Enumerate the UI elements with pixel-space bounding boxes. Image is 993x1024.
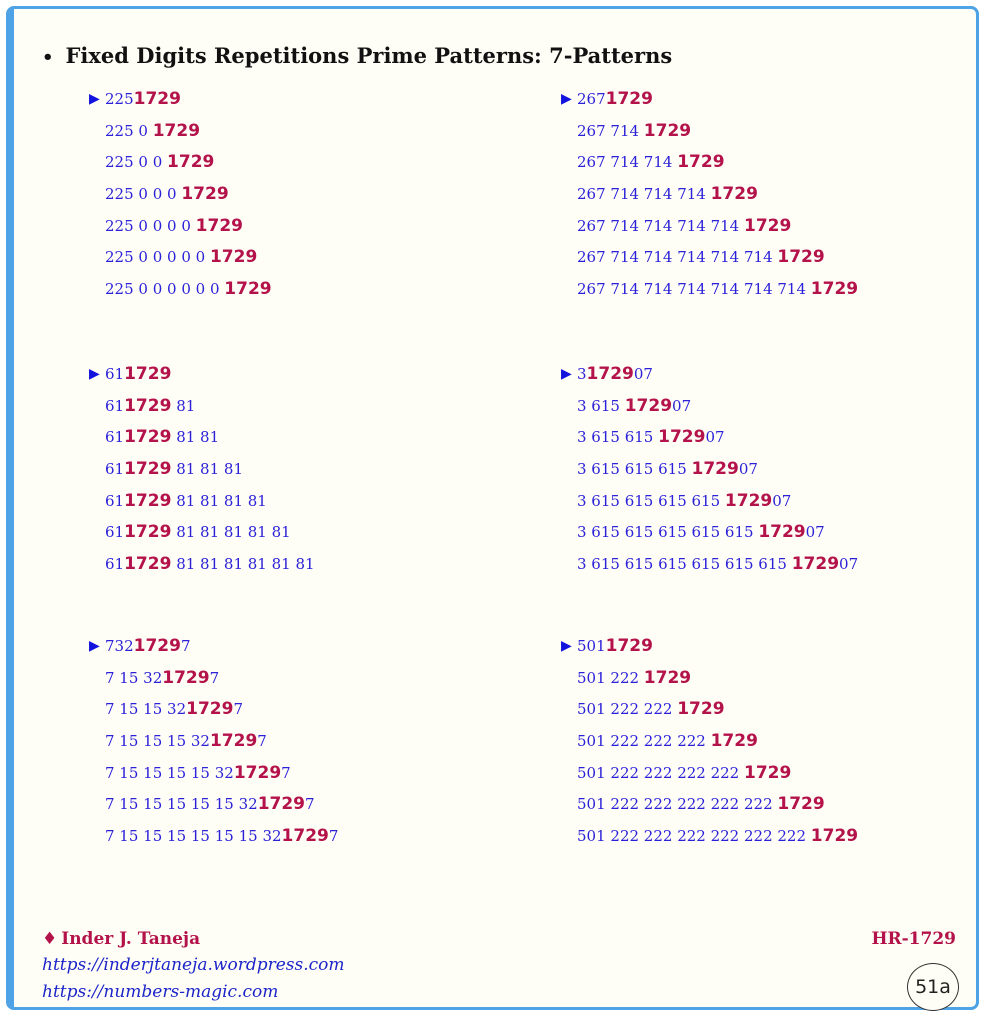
number-text: 3 615 615 615 615 615: [577, 523, 759, 542]
highlight-number: 1729: [810, 826, 859, 847]
pattern-line: [561, 663, 858, 695]
number-text: 501: [577, 637, 606, 655]
number-text: 267 714 714: [577, 153, 678, 172]
highlight-number: 1729: [152, 120, 201, 141]
pattern-line: [561, 147, 858, 179]
number-text: 225 0 0 0 0: [105, 216, 196, 235]
number-text: 267 714: [577, 121, 644, 140]
highlight-number: 1729: [605, 636, 653, 656]
pattern-line: [561, 517, 858, 549]
number-text: 225 0 0 0 0 0 0: [105, 280, 225, 299]
highlight-number: 1729: [186, 699, 234, 720]
pattern-line: [561, 274, 858, 306]
number-text: 07: [738, 460, 758, 479]
highlight-number: 1729: [791, 554, 840, 575]
pattern-line: [561, 454, 858, 486]
number-text: 3 615 615 615 615 615 615: [577, 555, 792, 574]
number-text: 81 81 81 81 81: [171, 523, 291, 542]
highlight-number: 1729: [209, 247, 258, 268]
number-text: 267 714 714 714: [577, 185, 711, 204]
number-text: 225 0 0 0 0 0: [105, 248, 210, 267]
pattern-line: [89, 758, 338, 790]
pattern-line: [561, 486, 858, 518]
highlight-number: 1729: [124, 364, 172, 384]
highlight-number: 1729: [643, 667, 692, 688]
highlight-number: 1729: [124, 490, 172, 511]
bullet-icon: •: [42, 47, 54, 68]
pattern-line: [561, 549, 858, 581]
pattern-header: [561, 631, 858, 663]
highlight-number: 1729: [167, 152, 215, 173]
pattern-header: [561, 84, 858, 116]
pattern-line: [89, 211, 272, 243]
highlight-number: 1729: [586, 364, 634, 384]
highlight-number: 1729: [605, 89, 653, 109]
arrow-icon: ▶: [561, 638, 572, 654]
number-text: 7: [180, 637, 191, 655]
arrow-icon: ▶: [89, 91, 100, 107]
highlight-number: 1729: [124, 427, 172, 448]
author-name: Inder J. Taneja: [61, 929, 201, 949]
footer-author: [42, 929, 200, 949]
arrow-icon: ▶: [89, 366, 100, 382]
pattern-block: [89, 631, 338, 853]
number-text: 81 81 81 81: [171, 491, 267, 510]
number-text: 7 15 15 32: [105, 700, 187, 719]
highlight-number: 1729: [181, 184, 229, 205]
number-text: 81 81: [171, 428, 220, 447]
page-number-badge: 51a: [907, 963, 959, 1011]
highlight-number: 1729: [677, 699, 725, 720]
link-numbers-magic[interactable]: https://numbers-magic.com: [42, 982, 279, 1002]
number-text: 7 15 15 15 15 15 15 32: [105, 827, 282, 846]
highlight-number: 1729: [691, 459, 739, 480]
highlight-number: 1729: [195, 215, 243, 236]
number-text: 81 81 81 81 81 81: [171, 555, 315, 574]
number-text: 61: [105, 491, 125, 510]
pattern-header: [89, 631, 338, 663]
number-text: 267 714 714 714 714 714: [577, 248, 778, 267]
highlight-number: 1729: [124, 459, 172, 480]
pattern-line: [561, 821, 858, 853]
number-text: 225 0 0 0: [105, 185, 182, 204]
pattern-line: [561, 179, 858, 211]
number-text: 7: [257, 732, 267, 751]
pattern-line: [89, 663, 338, 695]
number-text: 7 15 32: [105, 668, 163, 687]
pattern-line: [561, 694, 858, 726]
pattern-line: [561, 391, 858, 423]
number-text: 07: [705, 428, 725, 447]
number-text: 7: [281, 763, 291, 782]
number-text: 501 222 222 222 222 222: [577, 795, 778, 814]
number-text: 267 714 714 714 714: [577, 216, 744, 235]
number-text: 267 714 714 714 714 714 714: [577, 280, 811, 299]
pattern-line: [89, 147, 272, 179]
number-text: 225 0 0: [105, 153, 168, 172]
pattern-block: [89, 359, 315, 581]
highlight-number: 1729: [710, 731, 758, 752]
number-text: 61: [105, 396, 125, 415]
number-text: 7 15 15 15 15 32: [105, 763, 234, 782]
number-text: 07: [839, 555, 859, 574]
title-text: Fixed Digits Repetitions Prime Patterns: 7-Patterns: [65, 43, 673, 68]
pattern-line: [89, 454, 315, 486]
pattern-line: [89, 179, 272, 211]
diamond-icon: ♦: [42, 929, 58, 949]
pattern-line: [561, 789, 858, 821]
pattern-line: [561, 116, 858, 148]
document-code: HR-1729: [871, 929, 956, 949]
highlight-number: 1729: [758, 522, 806, 543]
number-text: 225 0: [105, 121, 153, 140]
number-text: 07: [805, 523, 825, 542]
number-text: 3 615: [577, 396, 625, 415]
pattern-line: [561, 242, 858, 274]
pattern-line: [89, 486, 315, 518]
highlight-number: 1729: [133, 89, 181, 109]
pattern-line: [89, 274, 272, 306]
number-text: 07: [633, 365, 653, 383]
highlight-number: 1729: [133, 636, 181, 656]
number-text: 7: [233, 700, 243, 719]
highlight-number: 1729: [710, 184, 758, 205]
pattern-line: [89, 422, 315, 454]
number-text: 61: [105, 428, 125, 447]
highlight-number: 1729: [124, 395, 172, 416]
pattern-line: [89, 116, 272, 148]
highlight-number: 1729: [744, 215, 792, 236]
highlight-number: 1729: [744, 762, 792, 783]
number-text: 3 615 615: [577, 428, 659, 447]
highlight-number: 1729: [643, 120, 692, 141]
number-text: 81 81 81: [171, 460, 243, 479]
link-wordpress[interactable]: https://inderjtaneja.wordpress.com: [42, 955, 345, 975]
pattern-line: [561, 726, 858, 758]
number-text: 501 222 222 222 222 222 222: [577, 827, 811, 846]
number-text: 501 222 222: [577, 700, 678, 719]
highlight-number: 1729: [624, 395, 673, 416]
highlight-number: 1729: [658, 427, 706, 448]
highlight-number: 1729: [124, 522, 172, 543]
arrow-icon: ▶: [561, 91, 572, 107]
number-text: 7 15 15 15 15 15 32: [105, 795, 258, 814]
pattern-block: [561, 359, 858, 581]
number-text: 225: [105, 90, 134, 108]
pattern-line: [561, 211, 858, 243]
number-text: 61: [105, 460, 125, 479]
number-text: 7: [209, 668, 220, 687]
highlight-number: 1729: [124, 554, 172, 575]
number-text: 501 222 222 222 222: [577, 763, 744, 782]
highlight-number: 1729: [810, 279, 859, 300]
number-text: 7: [305, 795, 315, 814]
pattern-block: [561, 631, 858, 853]
arrow-icon: ▶: [561, 366, 572, 382]
arrow-icon: ▶: [89, 638, 100, 654]
number-text: 501 222: [577, 668, 644, 687]
page-frame: [6, 6, 979, 1010]
highlight-number: 1729: [257, 794, 306, 815]
number-text: 07: [772, 491, 792, 510]
pattern-header: [561, 359, 858, 391]
highlight-number: 1729: [777, 247, 825, 268]
pattern-header: [89, 359, 315, 391]
highlight-number: 1729: [677, 152, 725, 173]
number-text: 732: [105, 637, 134, 655]
pattern-line: [89, 517, 315, 549]
number-text: 3 615 615 615: [577, 460, 692, 479]
pattern-line: [89, 726, 338, 758]
pattern-line: [89, 821, 338, 853]
highlight-number: 1729: [724, 490, 773, 511]
pattern-line: [89, 694, 338, 726]
pattern-line: [561, 758, 858, 790]
highlight-number: 1729: [162, 667, 210, 688]
highlight-number: 1729: [224, 279, 272, 300]
number-text: 61: [105, 555, 125, 574]
pattern-line: [89, 242, 272, 274]
number-text: 267: [577, 90, 606, 108]
highlight-number: 1729: [209, 731, 258, 752]
number-text: 3: [577, 365, 587, 383]
number-text: 7: [328, 827, 339, 846]
pattern-block: [561, 84, 858, 306]
pattern-header: [89, 84, 272, 116]
page-title: [42, 43, 672, 68]
number-text: 501 222 222 222: [577, 732, 711, 751]
highlight-number: 1729: [777, 794, 825, 815]
number-text: 3 615 615 615 615: [577, 491, 725, 510]
number-text: 07: [672, 396, 692, 415]
highlight-number: 1729: [233, 762, 282, 783]
number-text: 81: [171, 396, 196, 415]
pattern-block: [89, 84, 272, 306]
highlight-number: 1729: [281, 826, 329, 847]
pattern-line: [89, 549, 315, 581]
number-text: 61: [105, 523, 125, 542]
pattern-line: [89, 789, 338, 821]
number-text: 61: [105, 365, 125, 383]
pattern-line: [89, 391, 315, 423]
pattern-line: [561, 422, 858, 454]
number-text: 7 15 15 15 32: [105, 732, 210, 751]
